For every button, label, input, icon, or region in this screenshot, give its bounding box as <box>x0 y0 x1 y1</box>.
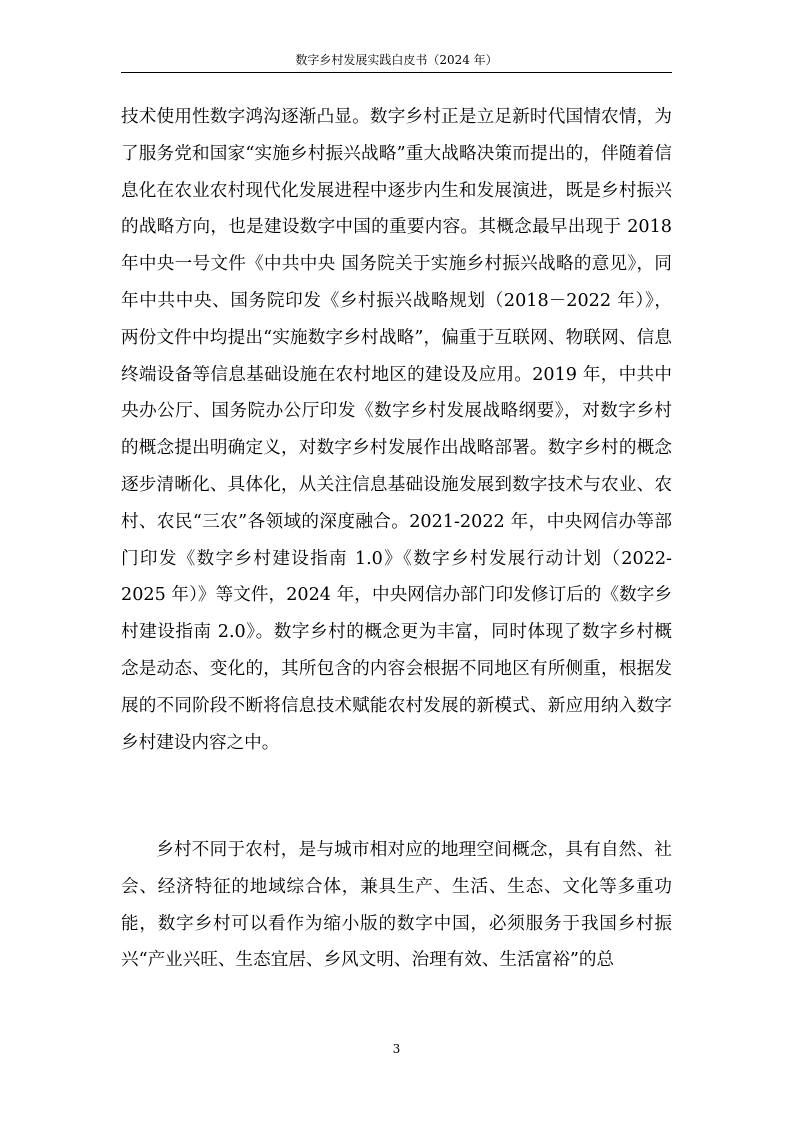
page-number: 3 <box>392 1042 401 1056</box>
body-paragraph-2: 乡村不同于农村，是与城市相对应的地理空间概念，具有自然、社会、经济特征的地域综合体，兼具生产、生活、生态、文化等多重功能，数字乡村可以看作为缩小版的数字中国，必须服务于我国乡村振兴“产业兴旺、生态宜居、乡风文明、治理有效、生活富裕”的总 <box>121 840 672 971</box>
header-divider <box>121 72 672 73</box>
body-paragraph-1: 技术使用性数字鸿沟逐渐凸显。数字乡村正是立足新时代国情农情，为了服务党和国家“实施乡村振兴战略”重大战略决策而提出的，伴随着信息化在农业农村现代化发展进程中逐步内生和发展演进，既是乡村振兴的战略方向，也是建设数字中国的重要内容。其概念最早出现于 2018 年中央一号文件《中共中央 国务院关于实施乡村振兴战略的意见》，同年中共中央、国务院印发《乡村振兴战略规划（2018－2022 年）》，两份文件中均提出“实施数字乡村战略”，偏重于互联网、物联网、信息终端设备等信息基础设施在农村地区的建设及应用。2019 年，中共中央办公厅、国务院办公厅印发《数字乡村发展战略纲要》，对数字乡村的概念提出明确定义，对数字乡村发展作出战略部署。数字乡村的概念逐步清晰化、具体化，从关注信息基础设施发展到数字技术与农业、农村、农民“三农”各领域的深度融合。2021-2022 年，中央网信办等部门印发《数字乡村建设指南 1.0》《数字乡村发展行动计划（2022-2025 年）》等文件，2024 年，中央网信办部门印发修订后的《数字乡村建设指南 2.0》。数字乡村的概念更为丰富，同时体现了数字乡村概念是动态、变化的，其所包含的内容会根据不同地区有所侧重，根据发展的不同阶段不断将信息技术赋能农村发展的新模式、新应用纳入数字乡村建设内容之中。 <box>121 107 672 753</box>
running-header: 数字乡村发展实践白皮书（2024 年） <box>295 53 498 67</box>
